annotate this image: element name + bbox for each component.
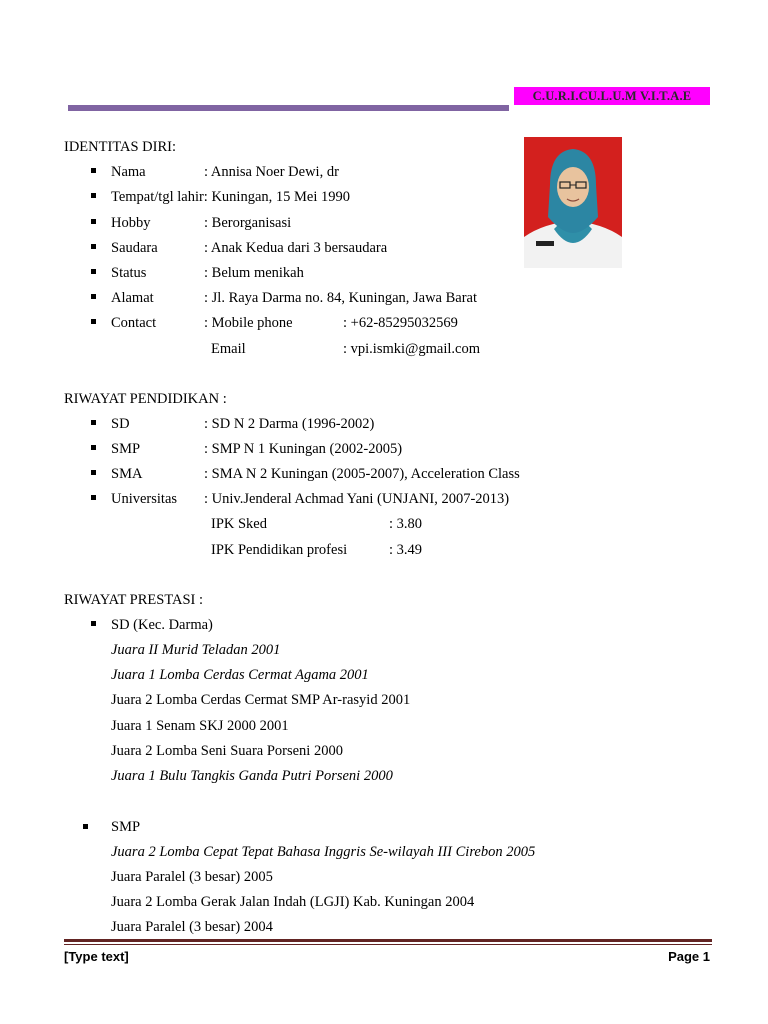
contact-label: Contact <box>111 315 157 331</box>
bullet-icon <box>91 269 96 274</box>
profile-photo-illustration <box>524 137 622 268</box>
prestasi-item: Juara 1 Senam SKJ 2000 2001 <box>111 718 289 734</box>
contact-phone-value: : +62-85295032569 <box>343 315 458 331</box>
smp-value: : SMP N 1 Kuningan (2002-2005) <box>204 441 403 457</box>
bullet-icon <box>91 495 96 500</box>
ipk-sked-label: IPK Sked <box>211 516 267 532</box>
footer-placeholder-text: [Type text] <box>64 949 129 964</box>
page-number: Page 1 <box>668 949 710 964</box>
bullet-icon <box>91 445 96 450</box>
footer-rule-thin <box>64 944 712 945</box>
smp-label: SMP <box>111 441 141 457</box>
alamat-label: Alamat <box>111 290 154 306</box>
prestasi-item: Juara Paralel (3 besar) 2004 <box>111 919 273 935</box>
header-rule <box>68 105 509 111</box>
footer-rule <box>64 939 712 942</box>
ipk-profesi-label: IPK Pendidikan profesi <box>211 542 348 558</box>
prestasi-item: Juara 1 Bulu Tangkis Ganda Putri Porseni 2000 <box>111 768 393 784</box>
contact-phone-label: : Mobile phone <box>204 315 293 331</box>
status-label: Status <box>111 265 147 281</box>
prestasi-smp-label: SMP <box>111 819 141 835</box>
identitas-heading: IDENTITAS DIRI: <box>64 139 176 155</box>
universitas-value: : Univ.Jenderal Achmad Yani (UNJANI, 2007-2013) <box>204 491 510 507</box>
hobby-label: Hobby <box>111 215 151 231</box>
prestasi-item: Juara 2 Lomba Gerak Jalan Indah (LGJI) Kab. Kuningan 2004 <box>111 894 475 910</box>
prestasi-item: Juara 2 Lomba Cerdas Cermat SMP Ar-rasyid 2001 <box>111 692 411 708</box>
ipk-sked-value: : 3.80 <box>389 516 423 532</box>
prestasi-item: Juara 1 Lomba Cerdas Cermat Agama 2001 <box>111 667 369 683</box>
status-value: : Belum menikah <box>204 265 304 281</box>
ipk-profesi-value: : 3.49 <box>389 542 423 558</box>
saudara-value: : Anak Kedua dari 3 bersaudara <box>204 240 388 256</box>
nama-label: Nama <box>111 164 146 180</box>
bullet-icon <box>83 824 88 829</box>
prestasi-item: Juara 2 Lomba Cepat Tepat Bahasa Inggris Se-wilayah III Cirebon 2005 <box>111 844 536 860</box>
universitas-label: Universitas <box>111 491 178 507</box>
sd-value: : SD N 2 Darma (1996-2002) <box>204 416 375 432</box>
prestasi-item: Juara Paralel (3 besar) 2005 <box>111 869 273 885</box>
bullet-icon <box>91 319 96 324</box>
prestasi-item: Juara 2 Lomba Seni Suara Porseni 2000 <box>111 743 343 759</box>
prestasi-heading: RIWAYAT PRESTASI : <box>64 592 204 608</box>
bullet-icon <box>91 219 96 224</box>
prestasi-sd-label: SD (Kec. Darma) <box>111 617 213 633</box>
sd-label: SD <box>111 416 130 432</box>
nama-value: : Annisa Noer Dewi, dr <box>204 164 339 180</box>
sma-label: SMA <box>111 466 143 482</box>
bullet-icon <box>91 244 96 249</box>
alamat-value: : Jl. Raya Darma no. 84, Kuningan, Jawa Barat <box>204 290 478 306</box>
email-label: Email <box>211 341 246 357</box>
sma-value: : SMA N 2 Kuningan (2005-2007), Acceleration Class <box>204 466 520 482</box>
pendidikan-heading: RIWAYAT PENDIDIKAN : <box>64 391 227 407</box>
bullet-icon <box>91 193 96 198</box>
profile-photo <box>524 137 622 268</box>
bullet-icon <box>91 420 96 425</box>
bullet-icon <box>91 621 96 626</box>
bullet-icon <box>91 470 96 475</box>
ttl-text: Tempat/tgl lahir: Kuningan, 15 Mei 1990 <box>111 189 351 205</box>
bullet-icon <box>91 294 96 299</box>
bullet-icon <box>91 168 96 173</box>
hobby-value: : Berorganisasi <box>204 215 292 231</box>
prestasi-item: Juara II Murid Teladan 2001 <box>111 642 281 658</box>
email-value: : vpi.ismki@gmail.com <box>343 341 480 357</box>
saudara-label: Saudara <box>111 240 158 256</box>
cv-title: C.U.R.I.CU.L.U.M V.I.T.A.E <box>514 87 710 105</box>
